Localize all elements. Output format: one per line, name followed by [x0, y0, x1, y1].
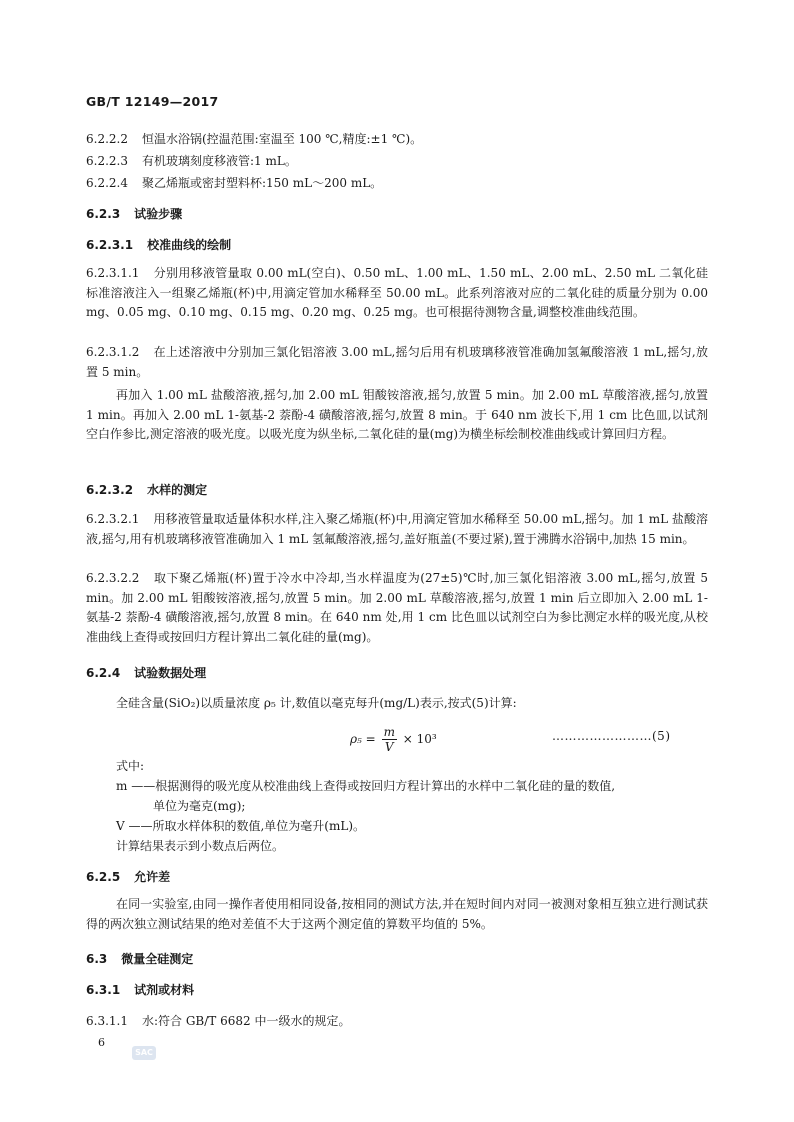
- heading-6-3: [86, 951, 193, 967]
- formula-denominator: V: [384, 740, 394, 754]
- clause-6-2-2-3: [86, 153, 297, 169]
- clause-text: 取下聚乙烯瓶(杯)置于冷水中冷却,当水样温度为(27±5)℃时,加三氯化铝溶液 3.00 mL,摇匀,放置 5 min。加 2.00 mL 钼酸铵溶液,摇匀,放置 5 min。加 2.00 mL 草酸溶液,摇匀,放置 1 min 后立即加入 2.00 mL 1-氨基-2 萘酚-4 磺酸溶液,摇匀,放置 8 min。在 640 nm 处,用 1 cm 比色皿以试剂空白为参比测定水样的吸光度,从校准曲线上查得或按回归方程计算出二氧化硅的量(mg)。: [86, 571, 708, 644]
- heading-6-3-1: [86, 982, 194, 998]
- heading-title: 允许差: [134, 870, 171, 884]
- heading-6-2-5: [86, 869, 170, 885]
- page-number: 6: [98, 1036, 105, 1049]
- clause-text: 聚乙烯瓶或密封塑料杯:150 mL～200 mL。: [141, 176, 383, 190]
- clause-6-3-1-1: [86, 1013, 350, 1029]
- where-m: m ——根据测得的吸光度从校准曲线上查得或按回归方程计算出的水样中二氧化硅的量的数值,: [116, 779, 616, 793]
- heading-title: 试验数据处理: [134, 666, 207, 680]
- clause-text: 在上述溶液中分别加三氯化铝溶液 3.00 mL,摇匀后用有机玻璃移液管准确加氢氟酸溶液 1 mL,摇匀,放置 5 min。: [86, 345, 708, 379]
- clause-text: 用移液管量取适量体积水样,注入聚乙烯瓶(杯)中,用滴定管加水稀释至 50.00 mL,摇匀。加 1 mL 盐酸溶液,摇匀,用有机玻璃移液管准确加入 1 mL 氢氟酸溶液,摇匀,盖好瓶盖(不要过紧),置于沸腾水浴锅中,加热 15 min。: [86, 512, 708, 546]
- paragraph-procedure: 再加入 1.00 mL 盐酸溶液,摇匀,加 2.00 mL 钼酸铵溶液,摇匀,放置 5 min。加 2.00 mL 草酸溶液,摇匀,放置 1 min。再加入 2.00 mL 1-氨基-2 萘酚-4 磺酸溶液,摇匀,放置 8 min。于 640 nm 波长下,用 1 cm 比色皿,以试剂空白作参比,测定溶液的吸光度。以吸光度为纵坐标,二氧化硅的量(mg)为横坐标绘制校准曲线或计算回归方程。: [86, 388, 708, 442]
- formula-numerator: m: [383, 725, 395, 739]
- heading-title: 水样的测定: [147, 483, 208, 497]
- clause-6-2-3-2-2: [86, 569, 708, 647]
- formula-5: [350, 725, 437, 754]
- heading-6-2-3: [86, 206, 182, 222]
- heading-number: 6.3: [86, 952, 108, 966]
- result-precision: 计算结果表示到小数点后两位。: [116, 839, 285, 853]
- clause-6-2-2-2: [86, 131, 422, 147]
- clause-6-2-2-4: [86, 175, 382, 191]
- clause-number: 6.2.2.3: [86, 154, 128, 168]
- clause-6-2-3-2-1: [86, 510, 708, 549]
- where-m-unit: 单位为毫克(mg);: [153, 799, 246, 813]
- formula-lhs: ρ₅ =: [350, 732, 376, 746]
- standard-number-header: GB/T 12149—2017: [86, 94, 219, 109]
- clause-number: 6.3.1.1: [86, 1014, 128, 1028]
- paragraph-calc-intro: 全硅含量(SiO₂)以质量浓度 ρ₅ 计,数值以毫克每升(mg/L)表示,按式(5)计算:: [116, 696, 517, 710]
- clause-text: 水:符合 GB/T 6682 中一级水的规定。: [141, 1014, 351, 1028]
- heading-6-2-3-1: [86, 237, 231, 253]
- sac-logo-icon: SAC: [132, 1046, 156, 1060]
- formula-fraction: [382, 725, 397, 754]
- heading-number: 6.2.5: [86, 870, 121, 884]
- clause-text: 分别用移液管量取 0.00 mL(空白)、0.50 mL、1.00 mL、1.50 mL、2.00 mL、2.50 mL 二氧化硅标准溶液注入一组聚乙烯瓶(杯)中,用滴定管加水稀释至 50.00 mL。此系列溶液对应的二氧化硅的质量分别为 0.00 mg、0.05 mg、0.10 mg、0.15 mg、0.20 mg、0.25 mg。也可根据待测物含量,调整校准曲线范围。: [86, 266, 708, 320]
- where-intro: 式中:: [116, 759, 145, 773]
- where-v: V ——所取水样体积的数值,单位为毫升(mL)。: [116, 819, 366, 833]
- clause-number: 6.2.3.2.1: [86, 512, 140, 526]
- clause-number: 6.2.2.4: [86, 176, 128, 190]
- clause-number: 6.2.3.2.2: [86, 571, 140, 585]
- heading-6-2-4: [86, 665, 206, 681]
- clause-number: 6.2.2.2: [86, 132, 128, 146]
- formula-number: ……………………(5): [552, 729, 671, 743]
- heading-number: 6.2.3.2: [86, 483, 134, 497]
- heading-number: 6.3.1: [86, 983, 121, 997]
- clause-text: 有机玻璃刻度移液管:1 mL。: [141, 154, 297, 168]
- heading-number: 6.2.3.1: [86, 238, 134, 252]
- clause-6-2-3-1-2: [86, 343, 708, 382]
- heading-title: 试验步骤: [134, 207, 183, 221]
- heading-6-2-3-2: [86, 482, 207, 498]
- clause-6-2-3-1-1: [86, 264, 708, 323]
- heading-number: 6.2.3: [86, 207, 121, 221]
- clause-number: 6.2.3.1.1: [86, 266, 140, 280]
- clause-text: 恒温水浴锅(控温范围:室温至 100 ℃,精度:±1 ℃)。: [141, 132, 423, 146]
- heading-number: 6.2.4: [86, 666, 121, 680]
- formula-rhs: × 10³: [402, 732, 437, 746]
- heading-title: 校准曲线的绘制: [147, 238, 232, 252]
- paragraph-tolerance: 在同一实验室,由同一操作者使用相同设备,按相同的测试方法,并在短时间内对同一被测对象相互独立进行测试获得的两次独立测试结果的绝对差值不大于这两个测定值的算数平均值的 5%。: [86, 897, 708, 931]
- heading-title: 微量全硅测定: [121, 952, 194, 966]
- clause-number: 6.2.3.1.2: [86, 345, 140, 359]
- heading-title: 试剂或材料: [134, 983, 195, 997]
